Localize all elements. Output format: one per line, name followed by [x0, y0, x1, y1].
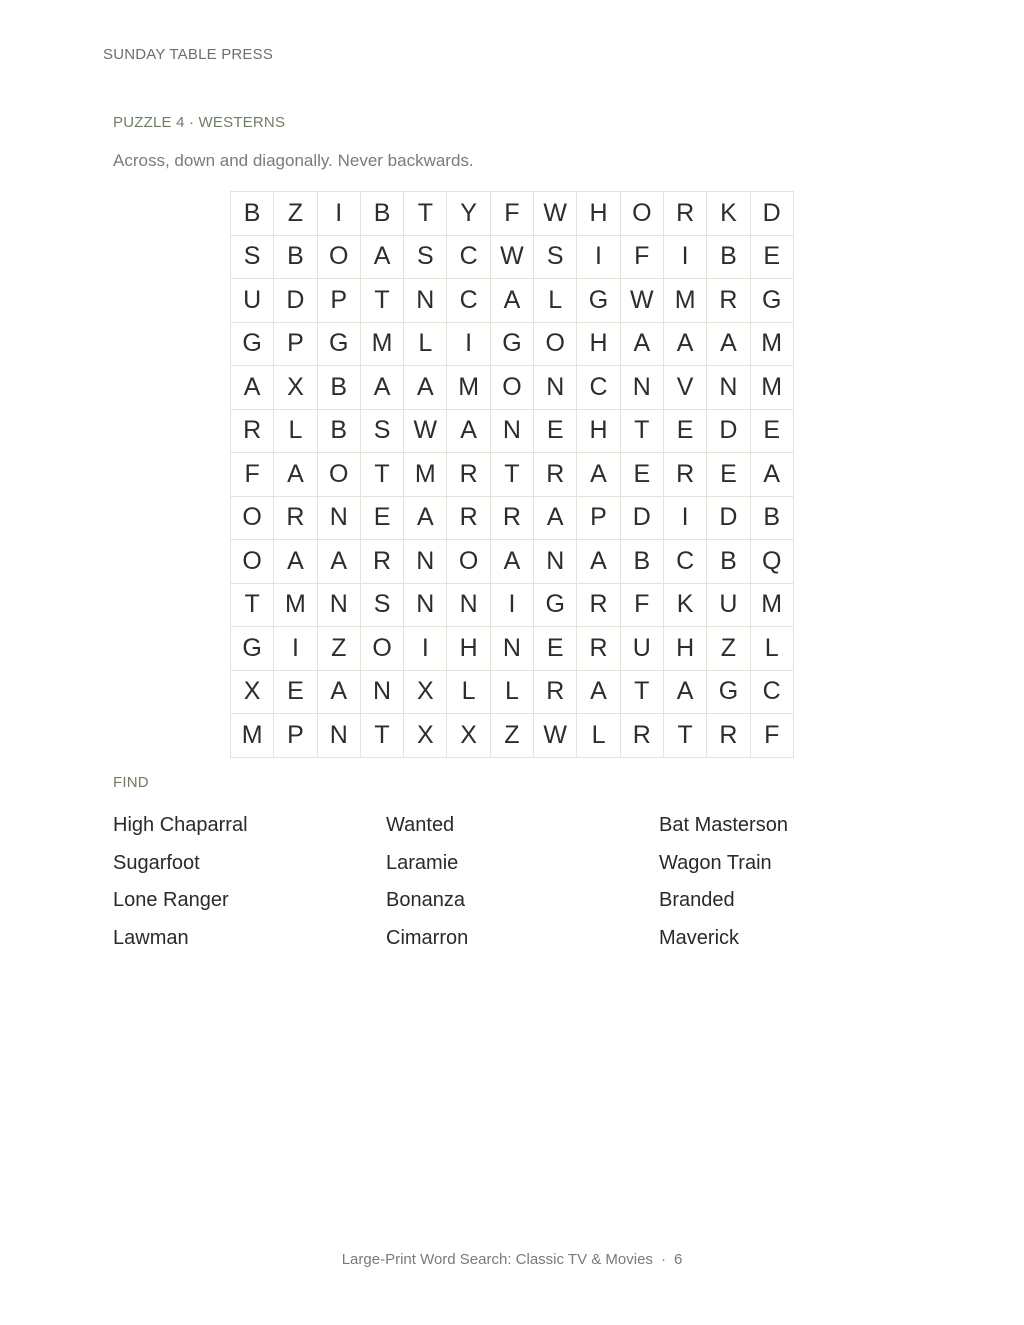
grid-cell[interactable]: P: [274, 322, 317, 366]
grid-cell[interactable]: T: [620, 409, 663, 453]
grid-cell[interactable]: I: [663, 235, 706, 279]
grid-cell[interactable]: N: [534, 366, 577, 410]
grid-cell[interactable]: G: [231, 627, 274, 671]
grid-cell[interactable]: A: [577, 670, 620, 714]
grid-cell[interactable]: M: [663, 279, 706, 323]
grid-cell[interactable]: M: [750, 583, 793, 627]
grid-cell[interactable]: L: [490, 670, 533, 714]
grid-row: [231, 583, 794, 627]
grid-cell[interactable]: O: [231, 496, 274, 540]
grid-cell[interactable]: B: [231, 192, 274, 236]
grid-cell[interactable]: O: [447, 540, 490, 584]
grid-cell[interactable]: B: [317, 409, 360, 453]
grid-cell[interactable]: B: [274, 235, 317, 279]
grid-cell[interactable]: T: [360, 714, 403, 758]
grid-cell[interactable]: N: [490, 627, 533, 671]
grid-cell[interactable]: X: [231, 670, 274, 714]
grid-cell[interactable]: R: [577, 627, 620, 671]
grid-cell[interactable]: R: [663, 453, 706, 497]
grid-cell[interactable]: O: [231, 540, 274, 584]
grid-cell[interactable]: A: [360, 366, 403, 410]
grid-cell[interactable]: H: [447, 627, 490, 671]
grid-row: [231, 627, 794, 671]
grid-cell[interactable]: Z: [317, 627, 360, 671]
book-title: Large-Print Word Search: Classic TV & Movies: [341, 1251, 653, 1268]
word-list-item: Sugarfoot: [113, 851, 200, 874]
grid-cell[interactable]: O: [360, 627, 403, 671]
grid-cell[interactable]: N: [360, 670, 403, 714]
grid-cell[interactable]: R: [707, 279, 750, 323]
grid-cell[interactable]: S: [360, 409, 403, 453]
grid-cell[interactable]: H: [577, 409, 620, 453]
grid-row: [231, 540, 794, 584]
grid-cell[interactable]: E: [750, 409, 793, 453]
grid-cell[interactable]: X: [404, 714, 447, 758]
grid-cell[interactable]: L: [577, 714, 620, 758]
grid-cell[interactable]: M: [404, 453, 447, 497]
grid-cell[interactable]: R: [620, 714, 663, 758]
grid-cell[interactable]: F: [231, 453, 274, 497]
grid-cell[interactable]: N: [707, 366, 750, 410]
puzzle-title: PUZZLE 4 · WESTERNS: [113, 114, 286, 131]
grid-cell[interactable]: M: [360, 322, 403, 366]
grid-cell[interactable]: R: [577, 583, 620, 627]
grid-cell[interactable]: I: [490, 583, 533, 627]
word-list-item: High Chaparral: [113, 814, 248, 836]
grid-cell[interactable]: W: [620, 279, 663, 323]
publisher-name: SUNDAY TABLE PRESS: [103, 46, 274, 63]
grid-cell[interactable]: M: [274, 583, 317, 627]
grid-cell[interactable]: C: [577, 366, 620, 410]
puzzle-instructions: Across, down and diagonally. Never backwards.: [113, 151, 474, 170]
grid-cell[interactable]: A: [577, 540, 620, 584]
grid-cell[interactable]: O: [534, 322, 577, 366]
grid-cell[interactable]: A: [317, 540, 360, 584]
grid-cell[interactable]: K: [707, 192, 750, 236]
grid-cell[interactable]: M: [750, 366, 793, 410]
grid-cell[interactable]: N: [534, 540, 577, 584]
grid-cell[interactable]: Z: [490, 714, 533, 758]
grid-cell[interactable]: I: [577, 235, 620, 279]
grid-cell[interactable]: L: [404, 322, 447, 366]
grid-cell[interactable]: W: [534, 192, 577, 236]
grid-cell[interactable]: L: [274, 409, 317, 453]
grid-cell[interactable]: N: [317, 714, 360, 758]
grid-cell[interactable]: T: [360, 453, 403, 497]
grid-cell[interactable]: D: [750, 192, 793, 236]
word-list-item: Cimarron: [386, 926, 469, 949]
grid-cell[interactable]: H: [577, 322, 620, 366]
grid-cell[interactable]: A: [663, 670, 706, 714]
letter-grid: [230, 191, 794, 758]
grid-cell[interactable]: X: [404, 670, 447, 714]
grid-cell[interactable]: E: [360, 496, 403, 540]
grid-cell[interactable]: N: [447, 583, 490, 627]
grid-cell[interactable]: A: [404, 496, 447, 540]
grid-cell[interactable]: R: [663, 192, 706, 236]
grid-cell[interactable]: G: [490, 322, 533, 366]
grid-cell[interactable]: E: [707, 453, 750, 497]
grid-row: [231, 453, 794, 497]
grid-cell[interactable]: B: [707, 235, 750, 279]
grid-cell[interactable]: G: [577, 279, 620, 323]
grid-cell[interactable]: P: [274, 714, 317, 758]
word-list: [113, 814, 933, 964]
grid-cell[interactable]: G: [317, 322, 360, 366]
grid-cell[interactable]: R: [231, 409, 274, 453]
grid-cell[interactable]: A: [663, 322, 706, 366]
grid-cell[interactable]: H: [663, 627, 706, 671]
grid-cell[interactable]: W: [404, 409, 447, 453]
grid-cell[interactable]: U: [620, 627, 663, 671]
grid-cell[interactable]: N: [404, 279, 447, 323]
grid-cell[interactable]: F: [620, 235, 663, 279]
grid-row: [231, 192, 794, 236]
word-list-item: Branded: [659, 889, 735, 912]
grid-cell[interactable]: R: [447, 453, 490, 497]
grid-cell[interactable]: E: [274, 670, 317, 714]
grid-cell[interactable]: F: [750, 714, 793, 758]
grid-cell[interactable]: S: [360, 583, 403, 627]
grid-cell[interactable]: R: [447, 496, 490, 540]
grid-cell[interactable]: E: [534, 409, 577, 453]
grid-cell[interactable]: P: [317, 279, 360, 323]
word-list-item: Lawman: [113, 926, 189, 949]
grid-cell[interactable]: M: [447, 366, 490, 410]
page-number: 6: [673, 1251, 683, 1268]
grid-cell[interactable]: D: [274, 279, 317, 323]
grid-cell[interactable]: T: [231, 583, 274, 627]
grid-cell[interactable]: T: [620, 670, 663, 714]
grid-cell[interactable]: A: [707, 322, 750, 366]
grid-cell[interactable]: U: [231, 279, 274, 323]
grid-cell[interactable]: N: [317, 496, 360, 540]
grid-cell[interactable]: A: [447, 409, 490, 453]
grid-cell[interactable]: H: [577, 192, 620, 236]
grid-row: [231, 714, 794, 758]
grid-cell[interactable]: F: [620, 583, 663, 627]
grid-cell[interactable]: A: [274, 453, 317, 497]
grid-cell[interactable]: R: [534, 453, 577, 497]
grid-cell[interactable]: S: [404, 235, 447, 279]
grid-cell[interactable]: X: [274, 366, 317, 410]
grid-cell[interactable]: T: [663, 714, 706, 758]
grid-row: [231, 235, 794, 279]
grid-cell[interactable]: E: [750, 235, 793, 279]
grid-cell[interactable]: E: [620, 453, 663, 497]
grid-cell[interactable]: A: [490, 540, 533, 584]
grid-cell[interactable]: Y: [447, 192, 490, 236]
grid-cell[interactable]: U: [707, 583, 750, 627]
grid-cell[interactable]: V: [663, 366, 706, 410]
grid-cell[interactable]: G: [534, 583, 577, 627]
word-list-item: Maverick: [659, 926, 740, 949]
grid-cell[interactable]: R: [360, 540, 403, 584]
grid-cell[interactable]: P: [577, 496, 620, 540]
grid-cell[interactable]: A: [490, 279, 533, 323]
grid-cell[interactable]: B: [707, 540, 750, 584]
grid-cell[interactable]: T: [404, 192, 447, 236]
grid-cell[interactable]: A: [360, 235, 403, 279]
grid-cell[interactable]: N: [490, 409, 533, 453]
grid-cell[interactable]: Z: [707, 627, 750, 671]
find-heading: FIND: [113, 774, 149, 791]
grid-cell[interactable]: R: [274, 496, 317, 540]
grid-cell[interactable]: I: [663, 496, 706, 540]
word-list-item: Bat Masterson: [659, 814, 788, 836]
grid-cell[interactable]: E: [663, 409, 706, 453]
grid-cell[interactable]: G: [750, 279, 793, 323]
word-list-item: Wanted: [386, 814, 455, 836]
grid-cell[interactable]: R: [490, 496, 533, 540]
grid-cell[interactable]: I: [317, 192, 360, 236]
grid-row: [231, 496, 794, 540]
grid-cell[interactable]: C: [663, 540, 706, 584]
grid-cell[interactable]: D: [707, 496, 750, 540]
grid-cell[interactable]: G: [231, 322, 274, 366]
grid-cell[interactable]: C: [750, 670, 793, 714]
grid-cell[interactable]: O: [490, 366, 533, 410]
grid-cell[interactable]: F: [490, 192, 533, 236]
grid-cell[interactable]: X: [447, 714, 490, 758]
grid-cell[interactable]: Z: [274, 192, 317, 236]
grid-cell[interactable]: S: [534, 235, 577, 279]
grid-cell[interactable]: N: [404, 540, 447, 584]
grid-cell[interactable]: N: [317, 583, 360, 627]
grid-cell[interactable]: L: [750, 627, 793, 671]
grid-cell[interactable]: W: [490, 235, 533, 279]
grid-cell[interactable]: E: [534, 627, 577, 671]
grid-cell[interactable]: R: [534, 670, 577, 714]
grid-cell[interactable]: O: [620, 192, 663, 236]
grid-cell[interactable]: A: [404, 366, 447, 410]
grid-cell[interactable]: A: [620, 322, 663, 366]
grid-cell[interactable]: S: [231, 235, 274, 279]
grid-cell[interactable]: B: [620, 540, 663, 584]
grid-cell[interactable]: M: [750, 322, 793, 366]
grid-cell[interactable]: N: [620, 366, 663, 410]
grid-cell[interactable]: T: [490, 453, 533, 497]
grid-cell[interactable]: L: [534, 279, 577, 323]
grid-cell[interactable]: A: [534, 496, 577, 540]
grid-cell[interactable]: Q: [750, 540, 793, 584]
grid-cell[interactable]: N: [404, 583, 447, 627]
grid-cell[interactable]: R: [707, 714, 750, 758]
grid-cell[interactable]: K: [663, 583, 706, 627]
grid-cell[interactable]: I: [447, 322, 490, 366]
grid-cell[interactable]: A: [317, 670, 360, 714]
grid-cell[interactable]: W: [534, 714, 577, 758]
grid-cell[interactable]: I: [274, 627, 317, 671]
footer-separator: ·: [660, 1251, 666, 1268]
word-list-item: Bonanza: [386, 889, 465, 912]
grid-cell[interactable]: B: [360, 192, 403, 236]
grid-cell[interactable]: A: [750, 453, 793, 497]
word-list-item: Laramie: [386, 851, 459, 874]
grid-cell[interactable]: D: [707, 409, 750, 453]
grid-cell[interactable]: D: [620, 496, 663, 540]
page-footer: [0, 1251, 1024, 1268]
grid-cell[interactable]: G: [707, 670, 750, 714]
grid-row: [231, 366, 794, 410]
grid-cell[interactable]: A: [577, 453, 620, 497]
grid-cell[interactable]: B: [317, 366, 360, 410]
grid-row: [231, 279, 794, 323]
grid-row: [231, 322, 794, 366]
grid-cell[interactable]: C: [447, 235, 490, 279]
grid-row: [231, 670, 794, 714]
grid-cell[interactable]: C: [447, 279, 490, 323]
grid-cell[interactable]: I: [404, 627, 447, 671]
grid-cell[interactable]: A: [274, 540, 317, 584]
grid-cell[interactable]: L: [447, 670, 490, 714]
grid-row: [231, 409, 794, 453]
word-list-item: Lone Ranger: [113, 889, 229, 912]
grid-cell[interactable]: T: [360, 279, 403, 323]
word-list-item: Wagon Train: [659, 851, 772, 874]
grid-cell[interactable]: B: [750, 496, 793, 540]
grid-cell[interactable]: O: [317, 235, 360, 279]
grid-cell[interactable]: M: [231, 714, 274, 758]
grid-cell[interactable]: O: [317, 453, 360, 497]
grid-cell[interactable]: A: [231, 366, 274, 410]
